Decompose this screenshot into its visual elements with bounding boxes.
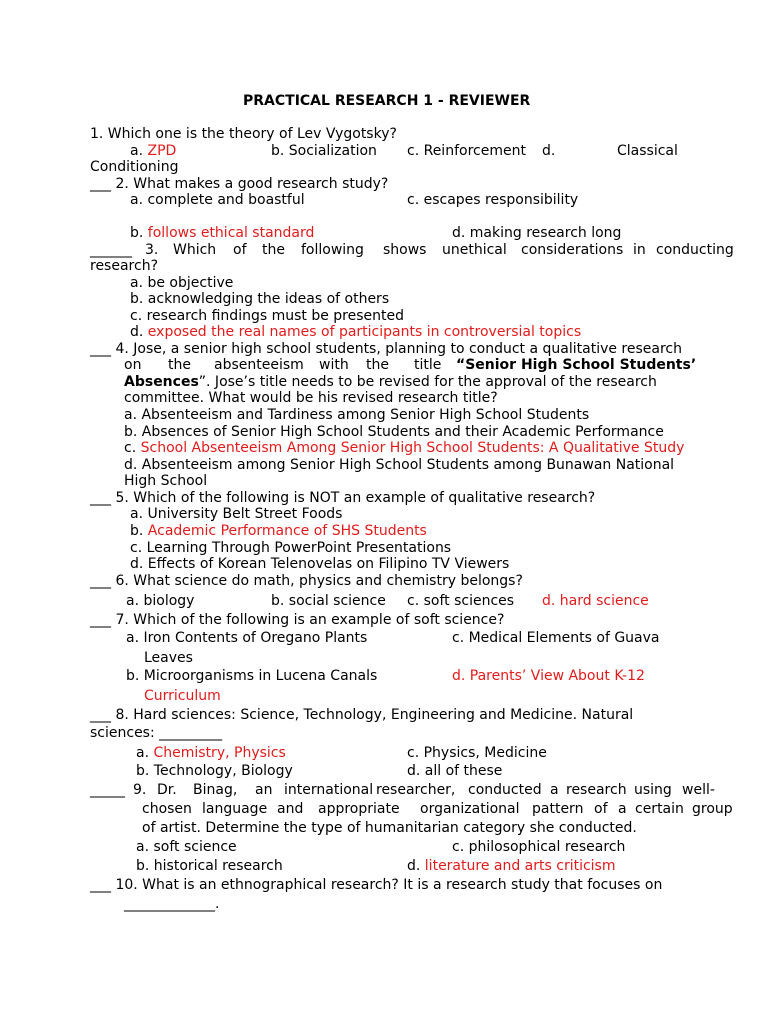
q9-word: language — [202, 801, 268, 817]
q4-option-c — [124, 440, 684, 456]
q9-option-c: c. philosophical research — [452, 839, 626, 855]
q1-option-a-answer: ZPD — [147, 143, 177, 159]
q9-option-d-answer: literature and arts criticism — [424, 858, 616, 874]
q9-word: organizational — [420, 801, 520, 817]
q5-option-b-answer: Academic Performance of SHS Students — [147, 523, 427, 539]
q6-option-c: c. soft sciences — [407, 593, 515, 609]
q3-option-c: c. research findings must be presented — [130, 308, 404, 324]
q2-stem: ___ 2. What makes a good research study? — [90, 176, 389, 192]
q6-option-b: b. social science — [271, 593, 386, 609]
q4-option-d: d. Absenteeism among Senior High School Students among Bunawan National — [124, 457, 675, 473]
q3-word: in — [633, 242, 646, 258]
q3-word: of — [233, 242, 247, 258]
q9-word: a — [550, 782, 559, 798]
q2-option-b — [130, 225, 314, 241]
q4-quoted-title-end: Absences — [124, 374, 199, 390]
q9-word: of — [594, 801, 608, 817]
q4-stem: ___ 4. Jose, a senior high school students, planning to conduct a qualitative research — [90, 341, 682, 357]
q1-option-d-letter: d. — [542, 143, 556, 159]
q5-stem: ___ 5. Which of the following is NOT an example of qualitative research? — [90, 490, 596, 506]
q9-stem-line3: of artist. Determine the type of humanitarian category she conducted. — [142, 820, 637, 836]
q3-option-d-answer: exposed the real names of participants in controversial topics — [147, 324, 582, 340]
q3-word: Which — [173, 242, 217, 258]
q8-option-a-prefix: a. — [136, 745, 154, 761]
q9-word: 9. — [133, 782, 147, 798]
q3-blank: ______ — [90, 242, 132, 258]
q4-word: title — [414, 357, 442, 373]
q7-option-d-answer-continued: Curriculum — [144, 688, 221, 704]
q10-answer-blank: _____________. — [124, 896, 220, 912]
q9-word: pattern — [532, 801, 584, 817]
q4-option-a: a. Absenteeism and Tardiness among Senior High School Students — [124, 407, 590, 423]
q8-option-a-answer: Chemistry, Physics — [153, 745, 286, 761]
q4-quoted-title: “Senior High School Students’ — [456, 357, 697, 373]
q3-word: shows — [383, 242, 427, 258]
q4-word: the — [366, 357, 389, 373]
q4-stem-line4: committee. What would be his revised research title? — [124, 390, 498, 406]
q7-stem: ___ 7. Which of the following is an example of soft science? — [90, 612, 505, 628]
q9-word: well- — [682, 782, 715, 798]
q3-word: the — [262, 242, 285, 258]
q9-word: conducted — [468, 782, 542, 798]
q9-blank: _____ — [90, 782, 125, 798]
q6-stem: ___ 6. What science do math, physics and chemistry belongs? — [90, 573, 523, 589]
q4-stem-line3 — [124, 374, 657, 390]
q4-word: on — [124, 357, 142, 373]
q1-option-a-prefix: a. — [130, 143, 148, 159]
q2-option-a: a. complete and boastful — [130, 192, 305, 208]
q10-stem: ___ 10. What is an ethnographical research? It is a research study that focuses on — [90, 877, 663, 893]
q1-option-b: b. Socialization — [271, 143, 377, 159]
q2-option-b-answer: follows ethical standard — [147, 225, 315, 241]
q9-word: group — [692, 801, 733, 817]
q3-word: considerations — [521, 242, 624, 258]
q9-word: an — [255, 782, 273, 798]
q5-option-b-prefix: b. — [130, 523, 148, 539]
q9-word: chosen — [142, 801, 192, 817]
q9-word: using — [634, 782, 672, 798]
q6-option-a: a. biology — [126, 593, 195, 609]
q7-option-b: b. Microorganisms in Lucena Canals — [126, 668, 378, 684]
q7-option-c: c. Medical Elements of Guava — [452, 630, 660, 646]
q9-word: researcher, — [376, 782, 456, 798]
q9-option-d-prefix: d. — [407, 858, 425, 874]
q5-option-a: a. University Belt Street Foods — [130, 506, 343, 522]
q3-word: 3. — [145, 242, 159, 258]
q9-word: appropriate — [318, 801, 400, 817]
q3-word: unethical — [442, 242, 507, 258]
q4-option-b: b. Absences of Senior High School Students and their Academic Performance — [124, 424, 664, 440]
q9-word: international — [284, 782, 374, 798]
q1-option-a — [130, 143, 176, 159]
q8-option-c: c. Physics, Medicine — [407, 745, 547, 761]
q1-option-c: c. Reinforcement — [407, 143, 526, 159]
q8-stem: ___ 8. Hard sciences: Science, Technology, Engineering and Medicine. Natural — [90, 707, 634, 723]
q1-option-d-continued: Conditioning — [90, 159, 179, 175]
q3-option-b: b. acknowledging the ideas of others — [130, 291, 390, 307]
q4-option-c-prefix: c. — [124, 440, 141, 456]
q8-stem-continued: sciences: _________ — [90, 725, 223, 741]
q3-option-d — [130, 324, 581, 340]
q9-word: Dr. — [157, 782, 177, 798]
q3-word: following — [301, 242, 364, 258]
q7-option-a: a. Iron Contents of Oregano Plants — [126, 630, 368, 646]
q8-option-a — [136, 745, 286, 761]
q3-option-d-prefix: d. — [130, 324, 148, 340]
q5-option-b — [130, 523, 427, 539]
q9-word: certain — [635, 801, 684, 817]
q2-option-d: d. making research long — [452, 225, 622, 241]
q4-option-d-continued: High School — [124, 473, 208, 489]
q9-option-a: a. soft science — [136, 839, 237, 855]
q8-option-b: b. Technology, Biology — [136, 763, 293, 779]
q7-option-d-answer: d. Parents’ View About K-12 — [452, 668, 645, 684]
q4-option-c-answer: School Absenteeism Among Senior High School Students: A Qualitative Study — [140, 440, 685, 456]
q5-option-c: c. Learning Through PowerPoint Presentations — [130, 540, 452, 556]
q4-word: the — [168, 357, 191, 373]
q9-option-d — [407, 858, 616, 874]
q9-option-b: b. historical research — [136, 858, 283, 874]
page-title: PRACTICAL RESEARCH 1 - REVIEWER — [243, 93, 531, 109]
q2-option-c: c. escapes responsibility — [407, 192, 579, 208]
q1-stem: 1. Which one is the theory of Lev Vygotsky? — [90, 126, 397, 142]
q9-word: a — [618, 801, 627, 817]
q3-word: conducting — [656, 242, 734, 258]
q5-option-d: d. Effects of Korean Telenovelas on Filipino TV Viewers — [130, 556, 510, 572]
q2-option-b-prefix: b. — [130, 225, 148, 241]
q6-option-d-answer: d. hard science — [542, 593, 649, 609]
q9-word: and — [277, 801, 304, 817]
q8-option-d: d. all of these — [407, 763, 503, 779]
q4-stem-line3-rest: ”. Jose’s title needs to be revised for the approval of the research — [198, 374, 657, 390]
q4-word: absenteeism — [214, 357, 304, 373]
q1-option-d-word: Classical — [617, 143, 678, 159]
q3-option-a: a. be objective — [130, 275, 234, 291]
q9-word: Binag, — [193, 782, 238, 798]
q7-option-c-continued: Leaves — [144, 650, 193, 666]
q9-word: research — [566, 782, 627, 798]
q4-word: with — [319, 357, 349, 373]
q3-stem-continued: research? — [90, 258, 158, 274]
